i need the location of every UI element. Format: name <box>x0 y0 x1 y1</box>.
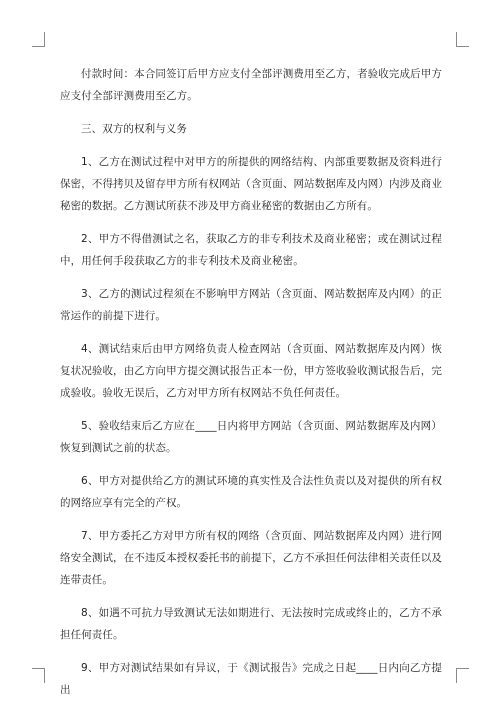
page-corner-mark-top-left <box>32 32 45 47</box>
page-corner-mark-bottom-left <box>32 668 45 683</box>
clause-1: 1、乙方在测试过程中对甲方的所提供的网络结构、内部重要数据及资料进行保密，不得拷贝及留存甲方所有权网站（含页面、网站数据库及内网）内涉及商业秘密的数据。乙方测试所获不涉及甲方商业秘密的数据由乙方所有。 <box>60 156 442 212</box>
clause-6: 6、甲方对提供给乙方的测试环境的真实性及合法性负责以及对提供的所有权的网络应享有完全的产权。 <box>60 475 442 509</box>
clause-5: 5、验收结束后乙方应在____日内将甲方网站（含页面、网站数据库及内网）恢复到测试之前的状态。 <box>60 420 442 454</box>
clause-7: 7、甲方委托乙方对甲方所有权的网络（含页面、网站数据库及内网）进行网络安全测试，在不违反本授权委托书的前提下，乙方不承担任何法律相关责任以及连带责任。 <box>60 530 442 586</box>
clause-9: 9、甲方对测试结果如有异议，于《测试报告》完成之日起____日内向乙方提出 <box>60 662 442 696</box>
document-body <box>60 63 442 701</box>
clause-8: 8、如遇不可抗力导致测试无法如期进行、无法按时完成或终止的，乙方不承担任何责任。 <box>60 607 442 641</box>
page-corner-mark-bottom-right <box>456 668 469 683</box>
clause-2: 2、甲方不得借测试之名，获取乙方的非专利技术及商业秘密；或在测试过程中，用任何手段获取乙方的非专利技术及商业秘密。 <box>60 233 442 267</box>
clause-3: 3、乙方的测试过程须在不影响甲方网站（含页面、网站数据库及内网）的正常运作的前提下进行。 <box>60 288 442 322</box>
payment-time-paragraph: 付款时间：本合同签订后甲方应支付全部评测费用至乙方，者验收完成后甲方应支付全部评测费用至乙方。 <box>60 68 442 102</box>
page-corner-mark-top-right <box>456 32 469 47</box>
section-heading-rights-obligations: 三、双方的权利与义务 <box>81 123 187 135</box>
clause-4: 4、测试结束后由甲方网络负责人检查网站（含页面、网站数据库及内网）恢复状况验收，由乙方向甲方提交测试报告正本一份，甲方签收验收测试报告后，完成验收。验收无误后，乙方对甲方所有权网站不负任何责任。 <box>60 343 442 399</box>
